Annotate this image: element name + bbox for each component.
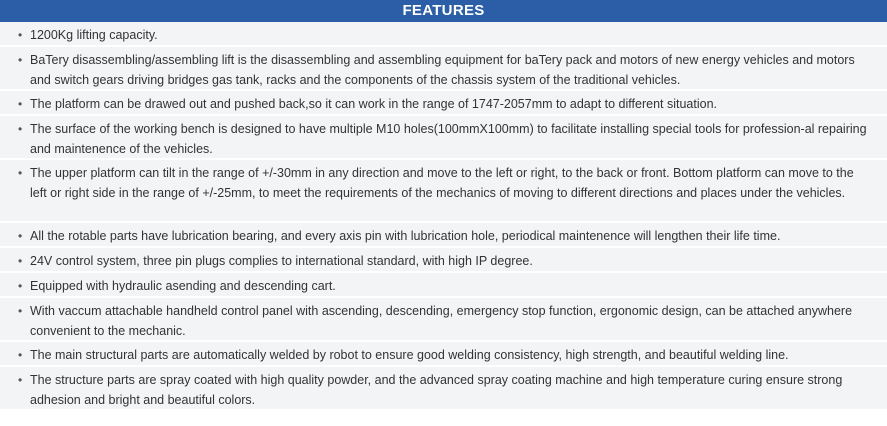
feature-text: The structure parts are spray coated with high quality powder, and the advanced spray coating machine and high temperature curing ensure strong adhesion and bright and beautiful colors.: [30, 373, 843, 407]
feature-text: All the rotable parts have lubrication bearing, and every axis pin with lubrication hole, periodical maintenence will lengthen their life time.: [30, 229, 781, 243]
bullet-icon: •: [18, 28, 23, 42]
list-item: [0, 273, 887, 298]
bullet-icon: •: [18, 166, 23, 180]
feature-text: 1200Kg lifting capacity.: [30, 28, 158, 42]
list-item: [0, 91, 887, 116]
bullet-icon: •: [18, 53, 23, 67]
list-item: [0, 22, 887, 47]
list-item: [0, 342, 887, 367]
bullet-icon: •: [18, 279, 23, 293]
feature-text: The upper platform can tilt in the range of +/-30mm in any direction and move to the left or right, to the back or front. Bottom platform can move to the left or right side in the range of +/-25mm, to meet the requirements of the mechanics of moving to different directions and places under the vehicles.: [30, 166, 854, 200]
feature-text: Equipped with hydraulic asending and descending cart.: [30, 279, 336, 293]
features-header: FEATURES: [0, 0, 887, 22]
list-item: [0, 298, 887, 342]
bullet-icon: •: [18, 229, 23, 243]
bullet-icon: •: [18, 254, 23, 268]
feature-text: 24V control system, three pin plugs complies to international standard, with high IP degree.: [30, 254, 533, 268]
list-item: [0, 116, 887, 160]
feature-text: The main structural parts are automatically welded by robot to ensure good welding consistency, high strength, and beautiful welding line.: [30, 348, 789, 362]
bullet-icon: •: [18, 348, 23, 362]
feature-text: BaTery disassembling/assembling lift is the disassembling and assembling equipment for baTery pack and motors of new energy vehicles and motors and switch gears driving bridges gas tank, racks and the components of the chassis system of the traditional vehicles.: [30, 53, 855, 87]
list-item: [0, 223, 887, 248]
bullet-icon: •: [18, 304, 23, 318]
feature-text: With vaccum attachable handheld control panel with ascending, descending, emergency stop function, ergonomic design, can be attached anywhere convenient to the mechanic.: [30, 304, 853, 338]
feature-text: The platform can be drawed out and pushed back,so it can work in the range of 1747-2057mm to adapt to different situation.: [30, 97, 717, 111]
feature-text: The surface of the working bench is designed to have multiple M10 holes(100mmX100mm) to facilitate installing special tools for profession-al repairing and maintenence of the vehicles.: [30, 122, 867, 156]
list-item: [0, 367, 887, 411]
bullet-icon: •: [18, 97, 23, 111]
bullet-icon: •: [18, 122, 23, 136]
list-item: [0, 248, 887, 273]
bullet-icon: •: [18, 373, 23, 387]
list-item: [0, 160, 887, 223]
list-item: [0, 47, 887, 91]
features-list: [0, 22, 887, 411]
